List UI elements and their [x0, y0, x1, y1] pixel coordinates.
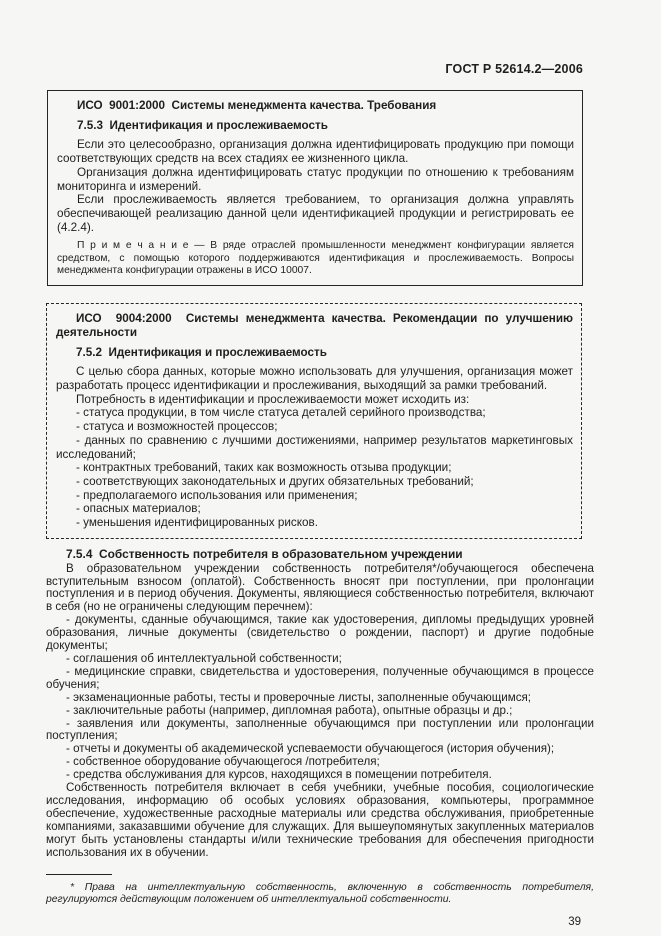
footnote-separator-rule — [46, 874, 112, 875]
list-item: - статуса продукции, в том числе статуса деталей серийного производства; — [76, 406, 486, 420]
list-item: - средства обслуживания для курсов, находящихся в помещении потребителя. — [66, 768, 492, 782]
list-item: - статуса и возможностей процессов; — [76, 420, 278, 434]
list-item: - данных по сравнению с лучшими достижениями, например результатов маркетинговых исследований; — [56, 433, 573, 461]
section-7-5-4 — [46, 548, 594, 860]
list-item: - контрактных требований, таких как возможность отзыва продукции; — [76, 461, 452, 475]
iso9001-box-title: ИСО 9001:2000 Системы менеджмента качества. Требования — [77, 99, 437, 112]
section-7-5-4-heading: 7.5.4 Собственность потребителя в образовательном учреждении — [66, 546, 463, 561]
list-item: - соглашения об интеллектуальной собственности; — [66, 652, 342, 666]
list-item: - документы, сданные обучающимся, такие как удостоверения, дипломы предыдущих уровней образования, личные документы (свидетельство о рождении, паспорт) и другие подобные документы; — [46, 613, 594, 653]
list-item: - медицинские справки, свидетельства и удостоверения, полученные обучающимся в процессе обучения; — [46, 664, 594, 691]
iso9001-paragraph-1: Если это целесообразно, организация должна идентифицировать продукцию при помощи соответствующих средств на всех стадиях ее жизненного цикла. — [57, 138, 574, 166]
list-item: - собственное оборудование обучающегося /потребителя; — [66, 755, 380, 769]
iso9004-quote-box — [46, 303, 582, 539]
list-item: - заключительные работы (например, дипломная работа), опытные образцы и др.; — [66, 703, 513, 717]
list-item: - заявления или документы, заполненные обучающимся при поступлении или пролонгации поступления; — [46, 716, 594, 743]
iso9004-paragraph-2: Потребность в идентификации и прослеживаемости может исходить из: — [76, 392, 470, 406]
list-item: - уменьшения идентифицированных рисков. — [76, 516, 318, 530]
section-7-5-3-heading: 7.5.3 Идентификация и прослеживаемость — [77, 118, 328, 132]
running-header: ГОСТ Р 52614.2—2006 — [445, 62, 583, 76]
section-7-5-4-closing: Собственность потребителя включает в себя учебники, учебные пособия, социологические исследования, информацию об особых условиях образования, компьютеры, программное обеспечение, художественные расходные материалы или средства обслуживания, приобретенные компаниями, заказавшими обучение для служащих. Для вышеупомянутых закупленных материалов могут быть установлены стандарты и/или технические требования для обеспечения пригодности использования их в обучении. — [46, 781, 594, 859]
section-7-5-4-intro: В образовательном учреждении собственность потребителя*/обучающегося обеспечена вступительным взносом (оплатой). Собственность вносят при поступлении, при пролонгации поступления и в период обучения. Документы, являющиеся собственностью потребителя, включают в себя (но не ограничены следующим перечнем): — [46, 561, 594, 614]
iso9001-paragraph-3: Если прослеживаемость является требованием, то организация должна управлять обеспечивающей реализацию данной цели идентификацией продукции и регистрировать ее (4.2.4). — [57, 193, 574, 234]
iso9004-paragraph-1: С целью сбора данных, которые можно использовать для улучшения, организация может разработать процесс идентификации и прослеживания, выходящий за рамки требований. — [56, 365, 573, 393]
list-item: - предполагаемого использования или применения; — [76, 488, 358, 502]
page-number: 39 — [568, 916, 581, 929]
footnote-text: * Права на интеллектуальную собственность, включенную в собственность потребителя, регулируются действующим положением об интеллектуальной собственности. — [46, 881, 594, 905]
list-item: - соответствующих законодательных и других обязательных требований; — [76, 474, 474, 488]
list-item: - отчеты и документы об академической успеваемости обучающегося (история обучения); — [66, 742, 555, 756]
list-item: - экзаменационные работы, тесты и проверочные листы, заполненные обучающимся; — [66, 690, 532, 704]
section-7-5-2-heading: 7.5.2 Идентификация и прослеживаемость — [76, 345, 327, 359]
iso9001-note: П р и м е ч а н и е — В ряде отраслей промышленности менеджмент конфигурации является средством, с помощью которого поддерживаются идентификация и прослеживаемость. Вопросы менеджмента конфигурации отражены в ИСО 10007. — [57, 240, 574, 276]
iso9004-box-title: ИСО 9004:2000 Системы менеджмента качества. Рекомендации по улучшению деятельности — [56, 312, 573, 339]
iso9001-quote-box — [47, 90, 583, 286]
page-content — [46, 62, 594, 928]
iso9001-paragraph-2: Организация должна идентифицировать статус продукции по отношению к требованиям мониторинга и измерений. — [57, 165, 574, 193]
list-item: - опасных материалов; — [76, 502, 201, 516]
